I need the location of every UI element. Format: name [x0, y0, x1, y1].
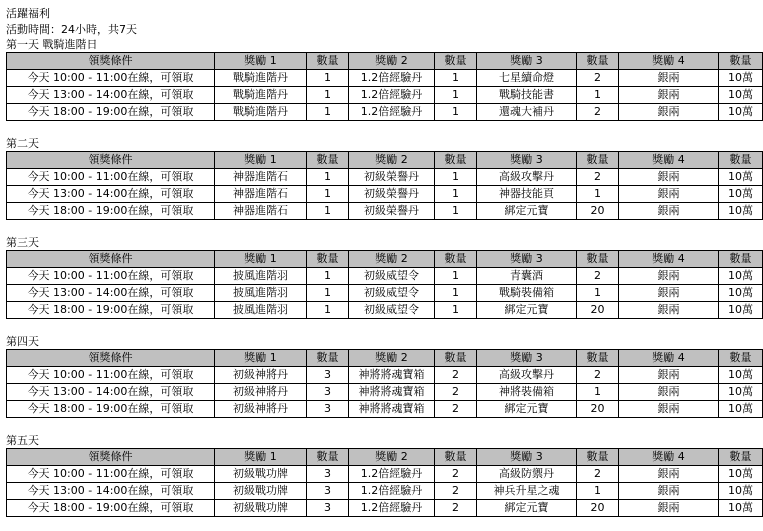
table-cell: 1 — [435, 186, 477, 203]
table-cell: 七星續命燈 — [477, 70, 577, 87]
table-cell: 1 — [435, 104, 477, 121]
column-header: 數量 — [435, 350, 477, 367]
table-cell: 1.2倍經驗丹 — [349, 87, 435, 104]
table-cell: 10萬 — [719, 384, 763, 401]
column-header: 領獎條件 — [7, 350, 215, 367]
table-cell: 2 — [435, 367, 477, 384]
table-cell: 1 — [307, 186, 349, 203]
table-cell: 銀兩 — [619, 87, 719, 104]
table-cell: 1 — [577, 285, 619, 302]
table-cell: 10萬 — [719, 367, 763, 384]
table-cell: 2 — [435, 500, 477, 517]
event-duration: 活動時間：24小時，共7天 — [6, 23, 137, 36]
table-cell: 綁定元寶 — [477, 203, 577, 220]
column-header: 獎勵 3 — [477, 152, 577, 169]
reward-table — [6, 448, 763, 517]
table-cell: 1 — [307, 104, 349, 121]
table-cell: 1.2倍經驗丹 — [349, 104, 435, 121]
column-header: 數量 — [307, 152, 349, 169]
days-container — [6, 38, 753, 517]
table-cell: 10萬 — [719, 483, 763, 500]
table-cell: 20 — [577, 302, 619, 319]
table-cell: 20 — [577, 500, 619, 517]
table-cell: 披風進階羽 — [215, 285, 307, 302]
column-header: 數量 — [307, 449, 349, 466]
table-cell: 20 — [577, 401, 619, 418]
table-cell: 20 — [577, 203, 619, 220]
table-cell: 1 — [307, 70, 349, 87]
table-row — [7, 466, 763, 483]
table-cell: 神器進階石 — [215, 169, 307, 186]
table-cell: 10萬 — [719, 285, 763, 302]
table-cell: 今天 18:00 - 19:00在線，可領取 — [7, 104, 215, 121]
table-row — [7, 384, 763, 401]
table-header-row — [7, 449, 763, 466]
table-row — [7, 203, 763, 220]
table-cell: 2 — [577, 70, 619, 87]
table-cell: 10萬 — [719, 401, 763, 418]
table-cell: 10萬 — [719, 268, 763, 285]
table-cell: 1 — [435, 203, 477, 220]
column-header: 數量 — [719, 53, 763, 70]
table-cell: 今天 13:00 - 14:00在線，可領取 — [7, 87, 215, 104]
table-cell: 今天 18:00 - 19:00在線，可領取 — [7, 203, 215, 220]
table-cell: 銀兩 — [619, 483, 719, 500]
table-cell: 今天 10:00 - 11:00在線，可領取 — [7, 466, 215, 483]
table-cell: 10萬 — [719, 186, 763, 203]
column-header: 獎勵 2 — [349, 251, 435, 268]
column-header: 數量 — [435, 251, 477, 268]
table-cell: 銀兩 — [619, 500, 719, 517]
table-cell: 1 — [307, 268, 349, 285]
table-cell: 1 — [307, 302, 349, 319]
table-cell: 披風進階羽 — [215, 302, 307, 319]
table-cell: 銀兩 — [619, 285, 719, 302]
table-cell: 2 — [435, 401, 477, 418]
table-cell: 戰騎進階丹 — [215, 70, 307, 87]
table-header-row — [7, 53, 763, 70]
table-cell: 今天 13:00 - 14:00在線，可領取 — [7, 285, 215, 302]
table-cell: 銀兩 — [619, 466, 719, 483]
table-cell: 銀兩 — [619, 104, 719, 121]
column-header: 領獎條件 — [7, 251, 215, 268]
table-cell: 今天 18:00 - 19:00在線，可領取 — [7, 401, 215, 418]
table-cell: 高級防禦丹 — [477, 466, 577, 483]
table-cell: 神將將魂寶箱 — [349, 367, 435, 384]
column-header: 獎勵 4 — [619, 152, 719, 169]
table-cell: 綁定元寶 — [477, 401, 577, 418]
table-cell: 銀兩 — [619, 169, 719, 186]
column-header: 領獎條件 — [7, 449, 215, 466]
table-cell: 2 — [435, 466, 477, 483]
table-cell: 銀兩 — [619, 268, 719, 285]
day-title: 第二天 — [6, 137, 39, 150]
section-gap — [6, 121, 708, 137]
table-row — [7, 302, 763, 319]
table-cell: 初級威望令 — [349, 268, 435, 285]
table-row — [7, 70, 763, 87]
table-cell: 今天 10:00 - 11:00在線，可領取 — [7, 70, 215, 87]
column-header: 獎勵 2 — [349, 449, 435, 466]
column-header: 數量 — [719, 152, 763, 169]
table-cell: 今天 10:00 - 11:00在線，可領取 — [7, 268, 215, 285]
table-cell: 今天 18:00 - 19:00在線，可領取 — [7, 500, 215, 517]
table-cell: 1 — [307, 169, 349, 186]
table-cell: 1 — [435, 268, 477, 285]
table-cell: 3 — [307, 500, 349, 517]
page-title: 活躍福利 — [6, 7, 50, 20]
table-cell: 2 — [577, 268, 619, 285]
table-cell: 還魂大補丹 — [477, 104, 577, 121]
table-cell: 1 — [307, 203, 349, 220]
column-header: 獎勵 3 — [477, 350, 577, 367]
reward-table — [6, 52, 763, 121]
reward-table — [6, 250, 763, 319]
table-cell: 2 — [435, 384, 477, 401]
table-cell: 3 — [307, 483, 349, 500]
table-cell: 銀兩 — [619, 302, 719, 319]
column-header: 數量 — [577, 53, 619, 70]
table-cell: 3 — [307, 384, 349, 401]
column-header: 數量 — [435, 449, 477, 466]
table-cell: 1.2倍經驗丹 — [349, 466, 435, 483]
table-cell: 初級威望令 — [349, 302, 435, 319]
column-header: 獎勵 4 — [619, 350, 719, 367]
column-header: 數量 — [435, 53, 477, 70]
column-header: 數量 — [435, 152, 477, 169]
table-row — [7, 367, 763, 384]
table-cell: 銀兩 — [619, 186, 719, 203]
column-header: 獎勵 2 — [349, 53, 435, 70]
table-row — [7, 483, 763, 500]
table-cell: 初級榮譽丹 — [349, 203, 435, 220]
table-cell: 今天 13:00 - 14:00在線，可領取 — [7, 384, 215, 401]
table-cell: 2 — [577, 367, 619, 384]
table-cell: 10萬 — [719, 169, 763, 186]
table-cell: 神將將魂寶箱 — [349, 401, 435, 418]
table-cell: 戰騎裝備箱 — [477, 285, 577, 302]
table-cell: 戰騎進階丹 — [215, 87, 307, 104]
table-cell: 青囊酒 — [477, 268, 577, 285]
table-row — [7, 268, 763, 285]
table-cell: 今天 18:00 - 19:00在線，可領取 — [7, 302, 215, 319]
table-cell: 綁定元寶 — [477, 500, 577, 517]
column-header: 獎勵 4 — [619, 251, 719, 268]
reward-table — [6, 151, 763, 220]
table-cell: 神器進階石 — [215, 203, 307, 220]
table-row — [7, 104, 763, 121]
table-cell: 初級戰功牌 — [215, 466, 307, 483]
column-header: 數量 — [307, 350, 349, 367]
table-cell: 銀兩 — [619, 203, 719, 220]
column-header: 獎勵 2 — [349, 350, 435, 367]
column-header: 獎勵 3 — [477, 53, 577, 70]
table-cell: 10萬 — [719, 87, 763, 104]
table-cell: 神兵升星之魂 — [477, 483, 577, 500]
table-cell: 3 — [307, 466, 349, 483]
table-cell: 10萬 — [719, 104, 763, 121]
table-row — [7, 169, 763, 186]
table-cell: 1 — [577, 384, 619, 401]
day-title: 第一天 戰騎進階日 — [6, 38, 98, 51]
column-header: 數量 — [577, 350, 619, 367]
table-cell: 1 — [435, 302, 477, 319]
column-header: 獎勵 3 — [477, 449, 577, 466]
column-header: 數量 — [307, 251, 349, 268]
table-cell: 2 — [435, 483, 477, 500]
table-cell: 10萬 — [719, 203, 763, 220]
table-cell: 初級榮譽丹 — [349, 186, 435, 203]
table-cell: 1 — [435, 285, 477, 302]
table-cell: 綁定元寶 — [477, 302, 577, 319]
section-gap — [6, 319, 708, 335]
table-cell: 戰騎技能書 — [477, 87, 577, 104]
column-header: 數量 — [719, 449, 763, 466]
table-header-row — [7, 350, 763, 367]
table-row — [7, 401, 763, 418]
table-cell: 1 — [307, 87, 349, 104]
table-header-row — [7, 152, 763, 169]
table-row — [7, 500, 763, 517]
table-cell: 今天 10:00 - 11:00在線，可領取 — [7, 367, 215, 384]
table-cell: 2 — [577, 169, 619, 186]
table-cell: 銀兩 — [619, 401, 719, 418]
section-gap — [6, 220, 708, 236]
table-cell: 今天 13:00 - 14:00在線，可領取 — [7, 483, 215, 500]
column-header: 數量 — [719, 350, 763, 367]
table-cell: 1.2倍經驗丹 — [349, 70, 435, 87]
column-header: 獎勵 3 — [477, 251, 577, 268]
column-header: 獎勵 1 — [215, 350, 307, 367]
table-cell: 1 — [577, 186, 619, 203]
day-title: 第三天 — [6, 236, 39, 249]
table-cell: 1 — [307, 285, 349, 302]
table-cell: 初級戰功牌 — [215, 483, 307, 500]
table-cell: 10萬 — [719, 500, 763, 517]
table-cell: 初級神將丹 — [215, 367, 307, 384]
day-title: 第五天 — [6, 434, 39, 447]
table-cell: 1.2倍經驗丹 — [349, 483, 435, 500]
table-cell: 1 — [577, 87, 619, 104]
table-row — [7, 87, 763, 104]
table-row — [7, 285, 763, 302]
table-cell: 初級戰功牌 — [215, 500, 307, 517]
table-cell: 10萬 — [719, 70, 763, 87]
table-cell: 初級威望令 — [349, 285, 435, 302]
table-cell: 戰騎進階丹 — [215, 104, 307, 121]
table-cell: 銀兩 — [619, 70, 719, 87]
column-header: 領獎條件 — [7, 152, 215, 169]
table-cell: 神器技能頁 — [477, 186, 577, 203]
table-cell: 銀兩 — [619, 384, 719, 401]
table-cell: 2 — [577, 104, 619, 121]
table-cell: 1 — [435, 169, 477, 186]
table-cell: 2 — [577, 466, 619, 483]
table-cell: 1 — [435, 70, 477, 87]
table-cell: 今天 13:00 - 14:00在線，可領取 — [7, 186, 215, 203]
table-cell: 10萬 — [719, 466, 763, 483]
table-cell: 1 — [577, 483, 619, 500]
section-gap — [6, 418, 708, 434]
column-header: 數量 — [577, 251, 619, 268]
column-header: 數量 — [307, 53, 349, 70]
table-header-row — [7, 251, 763, 268]
table-cell: 神器進階石 — [215, 186, 307, 203]
column-header: 領獎條件 — [7, 53, 215, 70]
table-cell: 初級榮譽丹 — [349, 169, 435, 186]
table-row — [7, 186, 763, 203]
column-header: 獎勵 4 — [619, 53, 719, 70]
table-cell: 3 — [307, 367, 349, 384]
table-cell: 神將將魂寶箱 — [349, 384, 435, 401]
table-cell: 神將裝備箱 — [477, 384, 577, 401]
table-cell: 高級攻擊丹 — [477, 367, 577, 384]
table-cell: 3 — [307, 401, 349, 418]
table-cell: 1 — [435, 87, 477, 104]
table-cell: 初級神將丹 — [215, 384, 307, 401]
table-cell: 今天 10:00 - 11:00在線，可領取 — [7, 169, 215, 186]
column-header: 數量 — [577, 152, 619, 169]
table-cell: 高級攻擊丹 — [477, 169, 577, 186]
day-title: 第四天 — [6, 335, 39, 348]
column-header: 獎勵 1 — [215, 449, 307, 466]
column-header: 獎勵 1 — [215, 152, 307, 169]
column-header: 獎勵 2 — [349, 152, 435, 169]
table-cell: 銀兩 — [619, 367, 719, 384]
reward-table — [6, 349, 763, 418]
table-cell: 披風進階羽 — [215, 268, 307, 285]
column-header: 獎勵 1 — [215, 251, 307, 268]
table-cell: 初級神將丹 — [215, 401, 307, 418]
column-header: 獎勵 1 — [215, 53, 307, 70]
column-header: 數量 — [577, 449, 619, 466]
column-header: 數量 — [719, 251, 763, 268]
column-header: 獎勵 4 — [619, 449, 719, 466]
table-cell: 10萬 — [719, 302, 763, 319]
table-cell: 1.2倍經驗丹 — [349, 500, 435, 517]
